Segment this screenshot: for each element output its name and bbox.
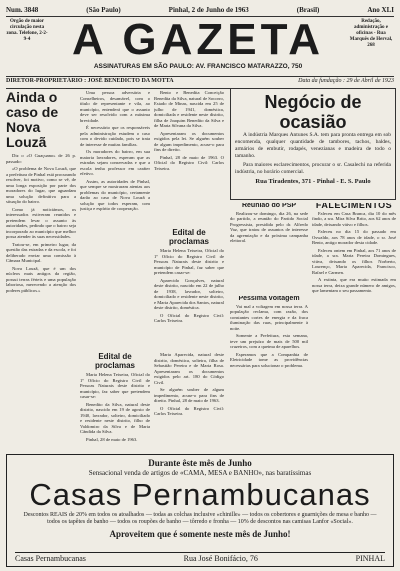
falecimentos xyxy=(312,203,396,450)
falecimentos-heading: FALECIMENTOS xyxy=(315,203,393,210)
newspaper-title: A GAZETA xyxy=(72,15,324,64)
ad-footer-store: Casas Pernambucanas xyxy=(15,554,86,563)
article-paragraph: É necessário que os responsáveis pela administração estudem o caso com o devido cuidado, pois se trata de interesse de muitas famílias. xyxy=(80,125,150,147)
masthead-right-note: Redação, administração e oficinas - Rua Marquês de Herval, 268 xyxy=(349,19,393,48)
casas-pernambucanas-ad xyxy=(6,454,394,567)
article-paragraph: Assim, as autoridades de Pinhal, que sempre se mostraram atentas aos problemas do município, certamente darão ao caso de Nova Louzã a solução que todos esperam, com justiça e espírito de cooperação. xyxy=(80,178,150,211)
negocio-ocasiao-ad xyxy=(230,88,396,200)
masthead-subtitle: ASSINATURAS EM SÃO PAULO: AV. FRANCISCO MATARAZZO, 750 xyxy=(93,63,303,70)
article-paragraph: Somente a Prefeitura, esta semana, teve um prejuízo de mais de 500 mil cruzeiros, com a queima de aparelhos. xyxy=(230,333,308,349)
article-paragraph: A extinta, que era muito estimada em nossa terra, deixa grande número de amigos, que lamentam o seu passamento. xyxy=(312,277,396,293)
article-paragraph: O Oficial do Registro Civil: Carlos Teixeira. xyxy=(154,312,224,323)
article-paragraph: Tratou-se, em primeiro lugar, da questão das estradas e da escola, e foi deliberado enviar uma comissão à Câmara Municipal. xyxy=(6,241,76,263)
article-paragraph: Maria Helena Teixeira, Oficial do 1º Ofício do Registro Civil de Pessoas Naturais deste distrito e município de Pinhal, faz saber que pretendem casar-se: xyxy=(154,248,224,275)
article-paragraph: Aparecido Gonçalves, natural deste distrito, nascido em 22 de julho de 1938, lavrador, solteiro, domiciliado e residente neste distrito, e Maria Aparecida dos Santos, natural deste distrito, doméstica. xyxy=(154,277,224,310)
article-paragraph: Pinhal, 28 de maio de 1963. O Oficial do Registro Civil: Carlos Teixeira. xyxy=(154,154,224,171)
proclamas-continuation xyxy=(154,90,224,225)
ad-footer-address: Rua José Bonifácio, 76 xyxy=(183,554,258,563)
issue-country: (Brasil) xyxy=(296,6,320,14)
article-paragraph: Apresentaram os documentos exigidos pela lei. Se alguém souber de algum impedimento, acuse-o para fins de direito. xyxy=(154,130,224,152)
article-paragraph: Bento e Benedita Conceição Benedita da Silva, natural de Socorro, Estado de Minas, nascida em 25 de julho de 1941, doméstica, domiciliada e residente neste distrito, filha de Joaquim Benedito da Silva e de Maria Silvana da Silva. xyxy=(154,90,224,128)
edital-proclamas-1 xyxy=(154,228,224,350)
masthead xyxy=(6,17,394,75)
ad-footer-city: PINHAL xyxy=(355,554,385,563)
article-continuation xyxy=(80,90,150,350)
negocio-headline: Negócio de ocasião xyxy=(264,92,362,132)
article-nova-louza xyxy=(6,90,76,450)
ad-line-2: Sensacional venda de artigos de «CAMA, MESA e BANHO», nas baratíssimas xyxy=(88,469,312,477)
article-paragraph: Se alguém souber de algum impedimento, acuse-o para fins de direito. Pinhal, 28 de maio de 1963. xyxy=(154,387,224,403)
ad-line-3: Aproveitem que é somente neste mês de Junho! xyxy=(109,529,291,539)
director: DIRETOR-PROPRIETÁRIO : JOSÉ BENEDICTO DA MOTTA xyxy=(6,78,174,84)
article-paragraph: Maria Aparecida, natural deste distrito, doméstica, solteira, filha de Sebastião Pereira e de Maria Rosa. Apresentaram os documentos exigidos pelo art. 180 do Código Civil. xyxy=(154,352,224,385)
article-paragraph: Vai mal a voltagem em nossa terra. A população reclama, com razão, dos constantes cortes de energia e da fraca iluminação das ruas, principalmente à noite. xyxy=(230,303,308,331)
founded-date: Data da fundação : 29 de Abril de 1923 xyxy=(298,78,394,84)
article-paragraph: O Oficial do Registro Civil: Carlos Teixeira. xyxy=(154,405,224,416)
article-paragraph: Realizou-se domingo, dia 26, na sede do partido, a reunião do Partido Social Progressista, presidida pelo dr. Alfredo Vaz, que tratou de assuntos de interesse da agremiação e da próxima campanha eleitoral. xyxy=(230,210,308,243)
pv-heading: Pessima voltagem xyxy=(238,296,300,302)
article-paragraph: «O problema de Nova Louzã, que a prefeitura de Pinhal está procurando resolver, foi motivo, como se vê, de uma longa exposição por parte dos moradores do lugar, que aguardam uma solução definitiva para a situação do bairro. xyxy=(6,166,76,204)
article-paragraph: Faleceu no dia 15 do passado em Oswaldo, aos 78 anos de idade, o sr. José Bento, antigo morador desta cidade. xyxy=(312,229,396,245)
edital-proclamas-2 xyxy=(80,352,150,450)
article-paragraph: Os moradores do bairro, em sua maioria lavradores, esperam que as estradas sejam conservadas e que a escola tenha professor em caráter efetivo. xyxy=(80,149,150,176)
article-paragraph: Maria Helena Teixeira, Oficial do 1º Ofício do Registro Civil de Pessoas Naturais deste distrito e município, faz saber que pretendem casar-se: xyxy=(80,372,150,399)
issue-city: (São Paulo) xyxy=(86,6,121,14)
article-paragraph: Uma pessoa adversária e Conselheiros, desamável, com o título de representante e vila, ao município, entenderá que o assunto deve ser resolvido com a máxima brevidade. xyxy=(80,90,150,123)
negocio-paragraph: A indústria Marques Antunes S.A. tem para pronta entrega em sob encomenda, qualquer quantidade de tambores, tachos, baldes, armários de embutir, rodapés, venezianas e madeira de todo o tamanho. xyxy=(235,132,391,159)
issue-year: Ano XLI xyxy=(367,6,394,14)
ad-line-1: Durante êste mês de Junho xyxy=(148,458,252,468)
article-paragraph: Como já noticiámos, os interessados estiveram reunidos e pretendem levar o assunto às autoridades, pedindo que o bairro seja incorporado ao município que melhor possa atender às suas necessidades. xyxy=(6,206,76,239)
negocio-address: Rua Tiradentes, 371 - Pinhal - E. S. Paulo xyxy=(255,178,371,185)
edital-proclamas-3 xyxy=(154,352,224,450)
article-paragraph: Esperamos que a Companhia de Eletricidade tome as providências necessárias para solucionar o problema. xyxy=(230,351,308,368)
ad-brand: Casas Pernambucanas xyxy=(29,477,371,512)
article-paragraph: Faleceu em Casa Branca, dia 10 do mês findo, a sra. Mira Silva Brito, aos 62 anos de idade, deixando viúvo e filhos. xyxy=(312,210,396,227)
pessima-voltagem xyxy=(230,296,308,450)
edital-heading: Edital de proclamas xyxy=(94,352,136,370)
masthead-left-note: Orgão de maior circulação nesta zona. Telefone, 2-2-9-4 xyxy=(6,19,48,42)
negocio-body xyxy=(235,132,391,176)
article-paragraph: Nova Louzã, que é um dos núcleos mais antigos da região, possui terras férteis e uma população laboriosa, merecendo a atenção dos poderes públicos.» xyxy=(6,265,76,293)
ad-footer xyxy=(15,552,385,563)
issue-date: Pinhal, 2 de Junho de 1963 xyxy=(168,6,249,14)
article-paragraph: Benedito da Silva, natural deste distrito, nascido em 19 de agosto de 1940, lavrador, solteiro, domiciliado e residente neste distrito, filho de Valdomiro da Silva e de Maria Cândida da Silva. xyxy=(80,401,150,434)
article-paragraph: Pinhal, 28 de maio de 1963. xyxy=(86,436,138,442)
psp-heading: Reunião do PSP xyxy=(241,203,297,209)
article-paragraph: Diz o «O Guaçuano» de 26 p. passado: xyxy=(6,153,76,164)
reuniao-psp xyxy=(230,203,308,293)
article-paragraph: Faleceu ontem em Pinhal, aos 71 anos de idade, a sra. Maria Pereira Domingues, viúva, deixando os filhos Norberto, Lourenço, Maria Aparecida, Francisco, Rafael e Carmen. xyxy=(312,247,396,275)
article-headline: Ainda o caso de Nova Louzã xyxy=(6,90,59,150)
edital-heading: Edital de proclamas xyxy=(168,228,210,246)
ad-body: Descontos REAIS de 20% em todos os atoalhados — todas as colchas inclusive «chinille» — todos os cobertores e guarnições de mesa e banho — todos os tapêtes de banho — todos os roupões de banho — tôrredo e fronha — 10% de descontos nas camisas Lanfor «Social». xyxy=(23,512,377,525)
issue-number: Num. 3848 xyxy=(6,6,39,14)
negocio-paragraph: Para maiores esclarecimentos, procurar o sr. Casalechi na referida indústria, no horário comercial. xyxy=(235,162,391,175)
